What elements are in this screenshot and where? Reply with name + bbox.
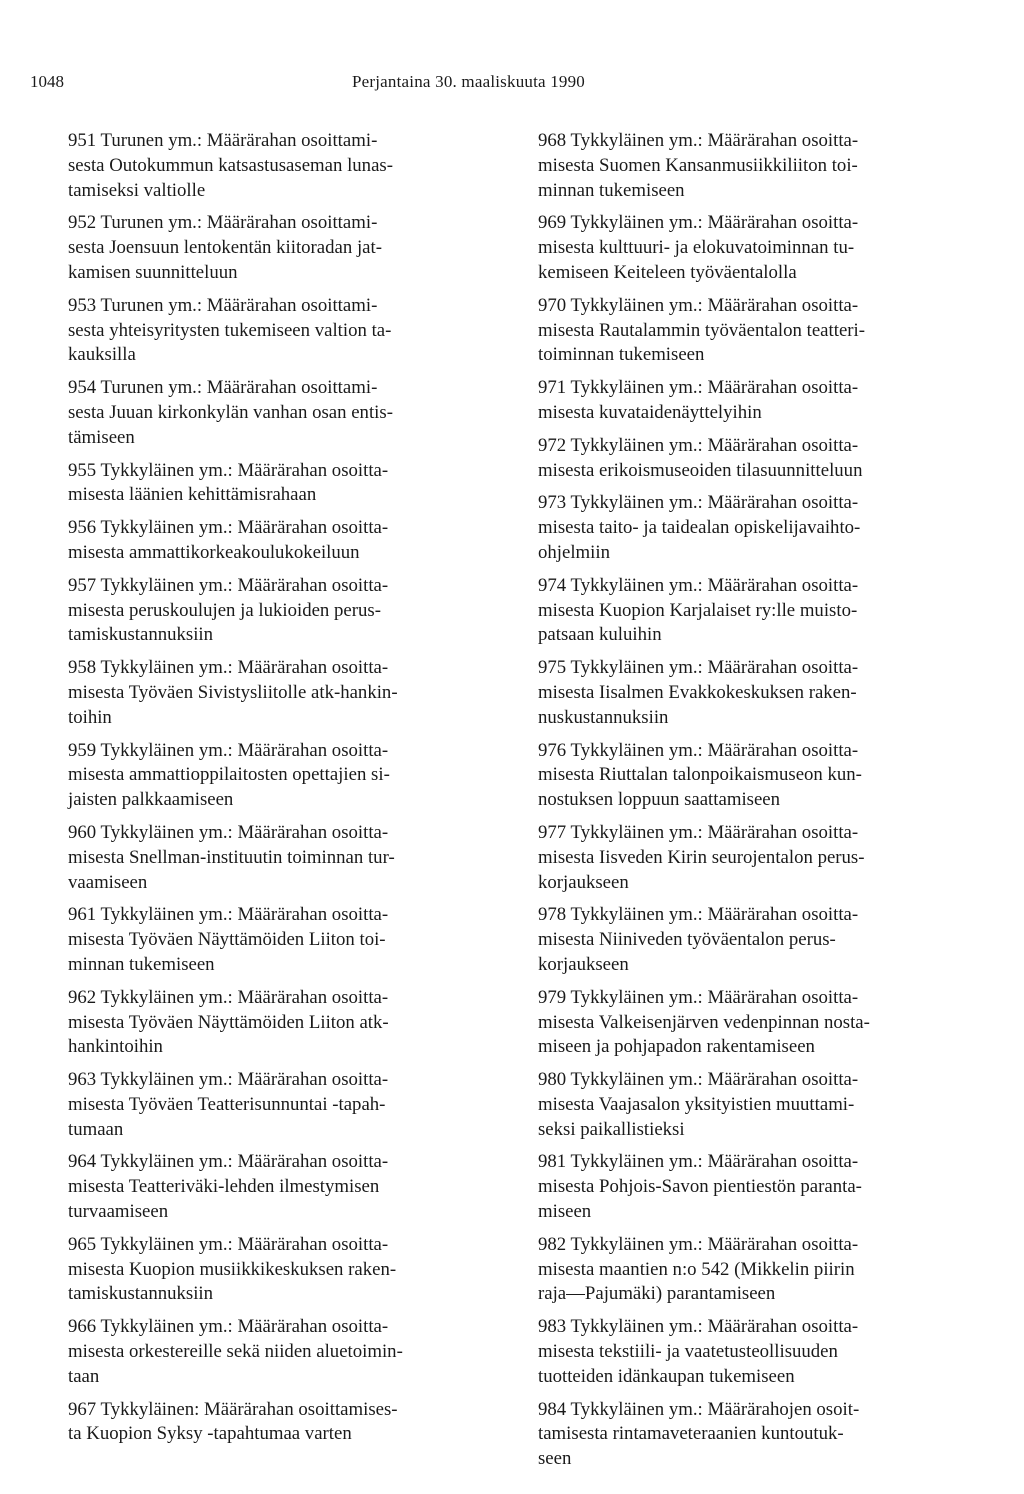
motion-entry bbox=[538, 574, 956, 648]
entry-text-line: kemiseen Keiteleen työväentalolla bbox=[538, 261, 797, 283]
entry-heading-line: 967 Tykkyläinen: Määrärahan osoittamises- bbox=[68, 1398, 398, 1420]
motion-entry bbox=[68, 1233, 492, 1307]
entry-heading-line: 960 Tykkyläinen ym.: Määrärahan osoitta- bbox=[68, 821, 389, 843]
entry-text-line: jaisten palkkaamiseen bbox=[68, 789, 234, 811]
entry-heading-line: 964 Tykkyläinen ym.: Määrärahan osoitta- bbox=[68, 1151, 389, 1173]
motion-entry bbox=[68, 986, 492, 1060]
motion-entry bbox=[68, 211, 492, 285]
motion-entry bbox=[538, 1150, 956, 1224]
motion-entry bbox=[68, 821, 492, 895]
entry-text-line: misesta Työväen Sivistysliitolle atk-hankin- bbox=[68, 681, 398, 703]
entry-text-line: misesta Iisveden Kirin seurojentalon perus- bbox=[538, 846, 865, 868]
motion-entry bbox=[538, 294, 956, 368]
entry-text-line: misesta Kuopion musiikkikeskuksen raken- bbox=[68, 1258, 397, 1280]
entry-heading-line: 965 Tykkyläinen ym.: Määrärahan osoitta- bbox=[68, 1233, 389, 1255]
entry-text-line: hankintoihin bbox=[68, 1036, 163, 1058]
left-column bbox=[68, 129, 492, 1455]
motion-entry bbox=[538, 903, 956, 977]
motion-entry bbox=[68, 1315, 492, 1389]
entry-text-line: misesta Työväen Teatterisunnuntai -tapah- bbox=[68, 1093, 386, 1115]
motion-entry bbox=[538, 1315, 956, 1389]
entry-heading-line: 970 Tykkyläinen ym.: Määrärahan osoitta- bbox=[538, 294, 859, 316]
entry-text-line: tamiseksi valtiolle bbox=[68, 179, 206, 201]
entry-heading-line: 983 Tykkyläinen ym.: Määrärahan osoitta- bbox=[538, 1316, 859, 1338]
motion-entry bbox=[538, 376, 956, 426]
entry-text-line: turvaamiseen bbox=[68, 1201, 169, 1223]
entry-text-line: misesta Teatteriväki-lehden ilmestymisen bbox=[68, 1176, 380, 1198]
entry-heading-line: 952 Turunen ym.: Määrärahan osoittami- bbox=[68, 212, 378, 234]
entry-text-line: misesta Riuttalan talonpoikaismuseon kun- bbox=[538, 764, 862, 786]
entry-heading-line: 971 Tykkyläinen ym.: Määrärahan osoitta- bbox=[538, 377, 859, 399]
entry-text-line: kamisen suunnitteluun bbox=[68, 261, 238, 283]
entry-text-line: nuskustannuksiin bbox=[538, 706, 669, 728]
entry-heading-line: 956 Tykkyläinen ym.: Määrärahan osoitta- bbox=[68, 517, 389, 539]
motion-entry bbox=[68, 129, 492, 203]
entry-heading-line: 955 Tykkyläinen ym.: Määrärahan osoitta- bbox=[68, 459, 389, 481]
entry-text-line: misesta erikoismuseoiden tilasuunnitteluun bbox=[538, 459, 863, 481]
entry-text-line: seen bbox=[538, 1448, 572, 1470]
entry-text-line: misesta Rautalammin työväentalon teatteri- bbox=[538, 319, 866, 341]
entry-text-line: taan bbox=[68, 1365, 100, 1387]
entry-text-line: tumaan bbox=[68, 1118, 124, 1140]
entry-text-line: vaamiseen bbox=[68, 871, 148, 893]
motion-entry bbox=[538, 1233, 956, 1307]
entry-text-line: miseen bbox=[538, 1201, 592, 1223]
entry-heading-line: 963 Tykkyläinen ym.: Määrärahan osoitta- bbox=[68, 1069, 389, 1091]
entry-text-line: misesta Valkeisenjärven vedenpinnan nosta- bbox=[538, 1011, 870, 1033]
entry-text-line: tuotteiden idänkaupan tukemiseen bbox=[538, 1365, 795, 1387]
entry-heading-line: 978 Tykkyläinen ym.: Määrärahan osoitta- bbox=[538, 904, 859, 926]
entry-text-line: nostuksen loppuun saattamiseen bbox=[538, 789, 781, 811]
entry-text-line: misesta Niiniveden työväentalon perus- bbox=[538, 929, 836, 951]
entry-text-line: sesta Outokummun katsastusaseman lunas- bbox=[68, 154, 393, 176]
motion-entry bbox=[68, 516, 492, 566]
entry-text-line: misesta Vaajasalon yksityistien muuttami- bbox=[538, 1093, 855, 1115]
entry-heading-line: 977 Tykkyläinen ym.: Määrärahan osoitta- bbox=[538, 821, 859, 843]
entry-text-line: misesta Työväen Näyttämöiden Liiton atk- bbox=[68, 1011, 389, 1033]
entry-heading-line: 962 Tykkyläinen ym.: Määrärahan osoitta- bbox=[68, 986, 389, 1008]
entry-heading-line: 969 Tykkyläinen ym.: Määrärahan osoitta- bbox=[538, 212, 859, 234]
motion-entry bbox=[68, 1068, 492, 1142]
entry-text-line: tamisesta rintamaveteraanien kuntoutuk- bbox=[538, 1423, 844, 1445]
entry-text-line: toihin bbox=[68, 706, 112, 728]
entry-text-line: misesta peruskoulujen ja lukioiden perus- bbox=[68, 599, 381, 621]
entry-text-line: sesta Juuan kirkonkylän vanhan osan entis- bbox=[68, 401, 393, 423]
motion-entry bbox=[68, 1398, 492, 1448]
entry-text-line: misesta kulttuuri- ja elokuvatoiminnan tu- bbox=[538, 237, 855, 259]
entry-text-line: misesta Pohjois-Savon pientiestön paranta- bbox=[538, 1176, 862, 1198]
entry-text-line: kauksilla bbox=[68, 344, 136, 366]
entry-text-line: ohjelmiin bbox=[538, 541, 610, 563]
entry-text-line: minnan tukemiseen bbox=[538, 179, 685, 201]
entry-text-line: minnan tukemiseen bbox=[68, 953, 215, 975]
motion-entry bbox=[538, 491, 956, 565]
page-number: 1048 bbox=[30, 72, 64, 91]
entry-text-line: misesta tekstiili- ja vaatetusteollisuuden bbox=[538, 1341, 838, 1363]
motion-entry bbox=[538, 1068, 956, 1142]
motion-entry bbox=[538, 211, 956, 285]
motion-entry bbox=[68, 739, 492, 813]
motion-entry bbox=[68, 656, 492, 730]
entry-text-line: sesta Joensuun lentokentän kiitoradan jat- bbox=[68, 237, 382, 259]
entry-heading-line: 979 Tykkyläinen ym.: Määrärahan osoitta- bbox=[538, 986, 859, 1008]
entry-heading-line: 959 Tykkyläinen ym.: Määrärahan osoitta- bbox=[68, 739, 389, 761]
entry-text-line: misesta kuvataidenäyttelyihin bbox=[538, 401, 762, 423]
entry-heading-line: 976 Tykkyläinen ym.: Määrärahan osoitta- bbox=[538, 739, 859, 761]
entry-text-line: misesta Iisalmen Evakkokeskuksen raken- bbox=[538, 681, 857, 703]
entry-text-line: korjaukseen bbox=[538, 953, 629, 975]
motion-entry bbox=[68, 459, 492, 509]
entry-heading-line: 972 Tykkyläinen ym.: Määrärahan osoitta- bbox=[538, 434, 859, 456]
entry-text-line: miseen ja pohjapadon rakentamiseen bbox=[538, 1036, 815, 1058]
entry-text-line: misesta taito- ja taidealan opiskelijavaihto- bbox=[538, 517, 861, 539]
entry-heading-line: 968 Tykkyläinen ym.: Määrärahan osoitta- bbox=[538, 130, 859, 151]
entry-text-line: misesta Kuopion Karjalaiset ry:lle muisto- bbox=[538, 599, 858, 621]
motion-entry bbox=[538, 739, 956, 813]
entry-text-line: misesta Suomen Kansanmusiikkiliiton toi- bbox=[538, 154, 858, 176]
motion-entry bbox=[538, 656, 956, 730]
entry-heading-line: 975 Tykkyläinen ym.: Määrärahan osoitta- bbox=[538, 657, 859, 679]
page-date: Perjantaina 30. maaliskuuta 1990 bbox=[352, 72, 586, 91]
entry-heading-line: 984 Tykkyläinen ym.: Määrärahojen osoit- bbox=[538, 1398, 860, 1420]
entry-heading-line: 973 Tykkyläinen ym.: Määrärahan osoitta- bbox=[538, 492, 859, 514]
entry-text-line: tamiskustannuksiin bbox=[68, 1283, 214, 1305]
entry-heading-line: 958 Tykkyläinen ym.: Määrärahan osoitta- bbox=[68, 657, 389, 679]
entry-text-line: tämiseen bbox=[68, 426, 135, 448]
entry-text-line: korjaukseen bbox=[538, 871, 629, 893]
motion-entry bbox=[68, 574, 492, 648]
entry-text-line: seksi paikallistieksi bbox=[538, 1118, 685, 1140]
entry-text-line: tamiskustannuksiin bbox=[68, 624, 214, 646]
entry-text-line: toiminnan tukemiseen bbox=[538, 344, 705, 366]
right-column bbox=[538, 129, 956, 1480]
motion-entry bbox=[68, 376, 492, 450]
entry-text-line: raja—Pajumäki) parantamiseen bbox=[538, 1283, 776, 1305]
entry-heading-line: 966 Tykkyläinen ym.: Määrärahan osoitta- bbox=[68, 1316, 389, 1338]
motion-entry bbox=[68, 294, 492, 368]
entry-text-line: misesta ammattioppilaitosten opettajien si- bbox=[68, 764, 390, 786]
motion-entry bbox=[538, 986, 956, 1060]
entry-text-line: misesta Työväen Näyttämöiden Liiton toi- bbox=[68, 929, 386, 951]
entry-heading-line: 974 Tykkyläinen ym.: Määrärahan osoitta- bbox=[538, 574, 859, 596]
entry-text-line: misesta ammattikorkeakoulukokeiluun bbox=[68, 541, 360, 563]
entry-text-line: ta Kuopion Syksy -tapahtumaa varten bbox=[68, 1423, 352, 1445]
entry-heading-line: 954 Turunen ym.: Määrärahan osoittami- bbox=[68, 377, 378, 399]
entry-heading-line: 981 Tykkyläinen ym.: Määrärahan osoitta- bbox=[538, 1151, 859, 1173]
page-header bbox=[30, 72, 980, 102]
entry-heading-line: 982 Tykkyläinen ym.: Määrärahan osoitta- bbox=[538, 1233, 859, 1255]
entry-heading-line: 957 Tykkyläinen ym.: Määrärahan osoitta- bbox=[68, 574, 389, 596]
entry-heading-line: 980 Tykkyläinen ym.: Määrärahan osoitta- bbox=[538, 1069, 859, 1091]
entry-heading-line: 951 Turunen ym.: Määrärahan osoittami- bbox=[68, 130, 378, 151]
entry-text-line: misesta Snellman-instituutin toiminnan tur- bbox=[68, 846, 395, 868]
motion-entry bbox=[68, 1150, 492, 1224]
motion-entry bbox=[68, 903, 492, 977]
motion-entry bbox=[538, 129, 956, 203]
motion-entry bbox=[538, 1398, 956, 1472]
motion-entry bbox=[538, 434, 956, 484]
entry-heading-line: 961 Tykkyläinen ym.: Määrärahan osoitta- bbox=[68, 904, 389, 926]
entry-text-line: misesta orkestereille sekä niiden aluetoimin- bbox=[68, 1341, 403, 1363]
entry-text-line: misesta maantien n:o 542 (Mikkelin piirin bbox=[538, 1258, 855, 1280]
entry-text-line: sesta yhteisyritysten tukemiseen valtion ta- bbox=[68, 319, 392, 341]
entry-text-line: patsaan kuluihin bbox=[538, 624, 662, 646]
motion-entry bbox=[538, 821, 956, 895]
entry-text-line: misesta läänien kehittämisrahaan bbox=[68, 484, 317, 506]
entry-heading-line: 953 Turunen ym.: Määrärahan osoittami- bbox=[68, 294, 378, 316]
